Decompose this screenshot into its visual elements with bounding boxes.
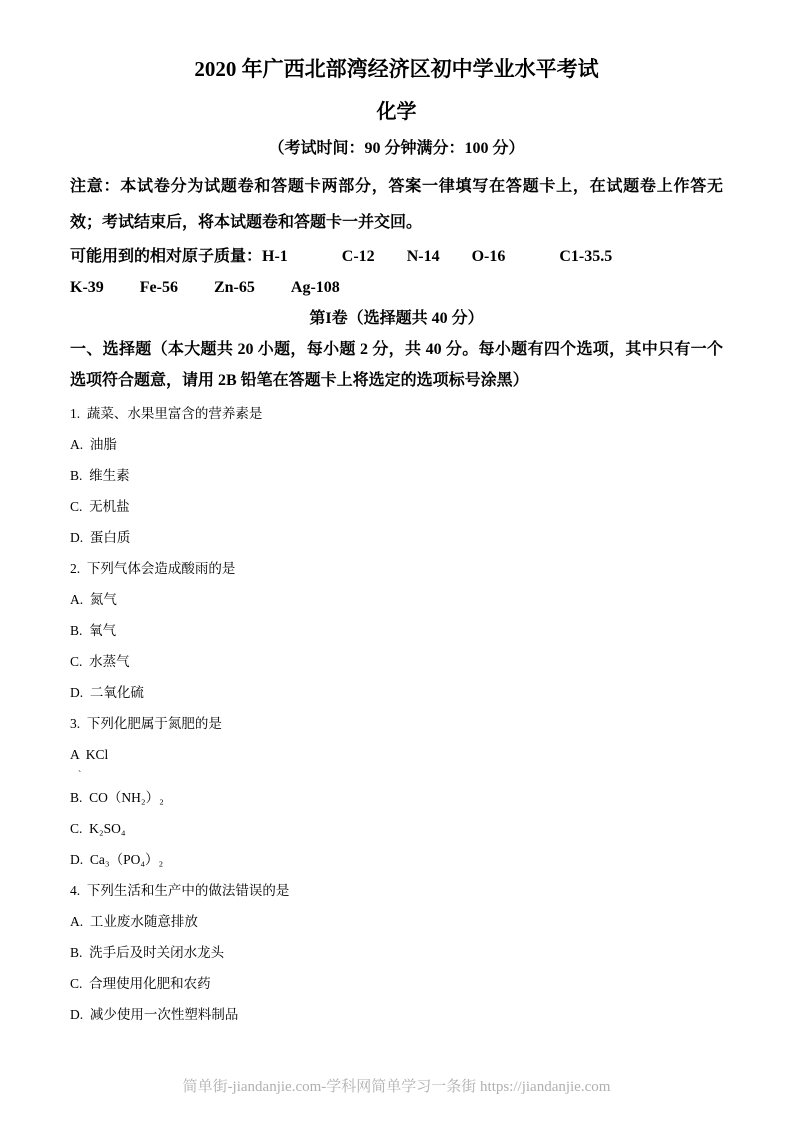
atomic-mass-K: K-39	[70, 279, 104, 296]
question-2-option-d: D. 二氧化硫	[70, 685, 144, 700]
atomic-masses-line-2	[70, 272, 723, 303]
question-1	[70, 398, 723, 553]
question-1-option-b: B. 维生素	[70, 468, 130, 483]
question-1-option-a: A. 油脂	[70, 437, 117, 452]
stray-mark: `	[78, 770, 82, 781]
section-1-instructions: 一、选择题（本大题共 20 小题，每小题 2 分，共 40 分。每小题有四个选项，其中只有一个选项符合题意，请用 2B 铅笔在答题卡上将选定的选项标号涂黑）	[70, 341, 723, 389]
question-3-option-b: B. CO（NH₂）₂	[70, 790, 164, 805]
atomic-mass-Zn: Zn-65	[213, 279, 255, 296]
question-4-stem: 4. 下列生活和生产中的做法错误的是	[70, 883, 290, 898]
question-2	[70, 553, 723, 708]
question-1-option-c: C. 无机盐	[70, 499, 130, 514]
atomic-mass-N: N-14	[406, 248, 440, 265]
section-1-heading: 第I卷（选择题共 40 分）	[309, 310, 484, 327]
question-3-option-c: C. K₂SO₄	[70, 821, 126, 836]
question-2-option-a: A. 氮气	[70, 592, 117, 607]
exam-notice: 注意：本试卷分为试题卷和答题卡两部分，答案一律填写在答题卡上，在试题卷上作答无效；考试结束后，将本试题卷和答题卡一并交回。	[70, 178, 723, 231]
question-2-stem: 2. 下列气体会造成酸雨的是	[70, 561, 236, 576]
atomic-mass-H: H-1	[262, 248, 288, 265]
atomic-mass-Fe: Fe-56	[139, 279, 178, 296]
exam-time-score-info: （考试时间：90 分钟满分：100 分）	[268, 140, 525, 157]
atomic-mass-Cl: C1-35.5	[559, 248, 613, 265]
atomic-mass-Ag: Ag-108	[290, 279, 340, 296]
question-3-option-a: A KCl	[70, 747, 109, 762]
exam-subject: 化学	[376, 101, 417, 123]
question-4-option-d: D. 减少使用一次性塑料制品	[70, 1007, 239, 1022]
atomic-mass-O: O-16	[471, 248, 506, 265]
exam-title: 2020 年广西北部湾经济区初中学业水平考试	[194, 57, 599, 81]
question-1-stem: 1. 蔬菜、水果里富含的营养素是	[70, 406, 263, 421]
atomic-mass-C: C-12	[341, 248, 375, 265]
question-3	[70, 708, 723, 875]
question-2-option-b: B. 氧气	[70, 623, 117, 638]
question-4	[70, 875, 723, 1030]
question-2-option-c: C. 水蒸气	[70, 654, 130, 669]
atomic-masses-label: 可能用到的相对原子质量：	[70, 248, 263, 265]
atomic-masses-line-1	[70, 241, 723, 272]
question-4-option-a: A. 工业废水随意排放	[70, 914, 198, 929]
question-4-option-c: C. 合理使用化肥和农药	[70, 976, 211, 991]
question-3-stem: 3. 下列化肥属于氮肥的是	[70, 716, 222, 731]
footer-watermark: 简单街-jiandanjie.com-学科网简单学习一条街 https://jiandanjie.com	[182, 1079, 611, 1095]
question-3-option-d: D. Ca₃（PO₄）₂	[70, 852, 164, 867]
question-4-option-b: B. 洗手后及时关闭水龙头	[70, 945, 225, 960]
question-1-option-d: D. 蛋白质	[70, 530, 131, 545]
